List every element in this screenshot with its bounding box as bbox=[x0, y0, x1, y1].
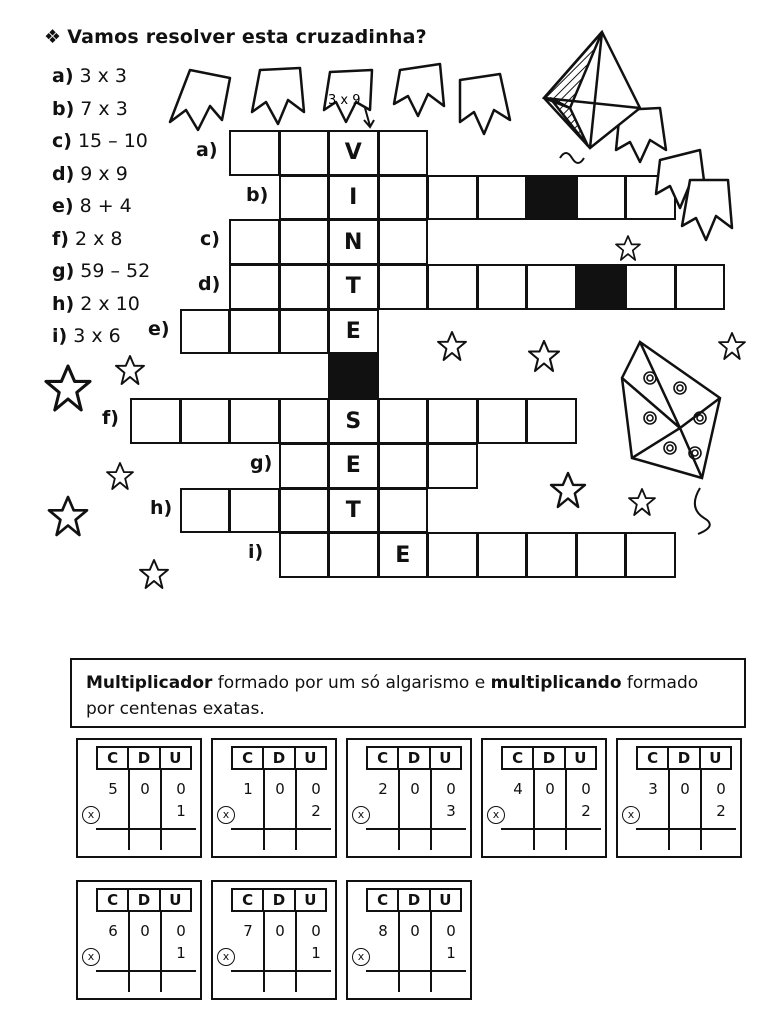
place-value-label: U bbox=[439, 749, 452, 767]
column-divider bbox=[160, 770, 162, 850]
crossword-row-label: f) bbox=[102, 407, 119, 430]
crossword-cell[interactable]: S bbox=[328, 398, 379, 444]
place-value-label: C bbox=[233, 890, 264, 910]
clue-item bbox=[52, 93, 150, 126]
flag-label: 3 x 9 bbox=[328, 93, 361, 108]
multiplicand-digit: 1 bbox=[243, 780, 253, 798]
place-value-label: C bbox=[368, 890, 399, 910]
star-icon bbox=[140, 560, 168, 588]
multiplication-box bbox=[76, 738, 202, 858]
instruction-text-1: formado por um só algarismo e bbox=[212, 673, 491, 693]
multiplicand-digit: 0 bbox=[545, 780, 555, 798]
column-divider bbox=[128, 770, 130, 850]
column-divider bbox=[398, 912, 400, 992]
times-circle-icon: x bbox=[622, 806, 640, 824]
crossword-cell[interactable] bbox=[378, 398, 429, 444]
clue-letter: e) bbox=[52, 195, 74, 217]
result-line bbox=[366, 828, 466, 830]
crossword-cell[interactable] bbox=[477, 532, 528, 578]
place-value-label: U bbox=[574, 749, 587, 767]
crossword-cell[interactable]: T bbox=[328, 488, 379, 534]
multiplicand-digit: 0 bbox=[446, 922, 456, 940]
column-divider bbox=[263, 912, 265, 992]
multiplicand-digit: 6 bbox=[108, 922, 118, 940]
diamond-bullet-icon: ❖ bbox=[44, 26, 62, 48]
crossword-cell[interactable] bbox=[427, 398, 478, 444]
multiplier-digit: 1 bbox=[446, 944, 456, 962]
crossword-row-label: b) bbox=[246, 183, 269, 206]
place-value-label: U bbox=[709, 749, 722, 767]
column-divider bbox=[533, 770, 535, 850]
result-line bbox=[231, 970, 331, 972]
bunting-flags-icon bbox=[160, 50, 760, 250]
multiplication-box bbox=[211, 738, 337, 858]
crossword-row-label: c) bbox=[200, 228, 220, 251]
crossword-cell[interactable] bbox=[279, 443, 330, 489]
multiplicand-digit: 3 bbox=[648, 780, 658, 798]
multiplier-digit: 1 bbox=[311, 944, 321, 962]
place-value-label: U bbox=[169, 891, 182, 909]
multiplicand-digit: 0 bbox=[410, 780, 420, 798]
crossword-cell[interactable]: E bbox=[378, 532, 429, 578]
place-value-header bbox=[96, 746, 192, 770]
crossword-cell[interactable] bbox=[328, 532, 379, 578]
star-icon bbox=[551, 473, 585, 507]
crossword-cell[interactable] bbox=[526, 264, 577, 310]
multiplicand-digit: 5 bbox=[108, 780, 118, 798]
place-value-label: D bbox=[399, 890, 430, 910]
crossword-cell[interactable] bbox=[526, 532, 577, 578]
place-value-header bbox=[96, 888, 192, 912]
column-divider bbox=[128, 912, 130, 992]
crossword-cell[interactable] bbox=[378, 264, 429, 310]
multiplicand-digit: 8 bbox=[378, 922, 388, 940]
times-circle-icon: x bbox=[82, 948, 100, 966]
crossword-cell[interactable] bbox=[180, 398, 231, 444]
crossword-cell[interactable] bbox=[130, 398, 181, 444]
clue-letter: a) bbox=[52, 65, 74, 87]
multiplier-digit: 3 bbox=[446, 802, 456, 820]
star-icon bbox=[107, 463, 133, 489]
place-value-label: D bbox=[534, 748, 565, 768]
clue-expression: 15 – 10 bbox=[77, 130, 148, 152]
times-circle-icon: x bbox=[82, 806, 100, 824]
star-icon bbox=[438, 332, 466, 360]
crossword-cell[interactable] bbox=[477, 264, 528, 310]
place-value-label: C bbox=[98, 890, 129, 910]
clue-expression: 3 x 6 bbox=[73, 325, 121, 347]
crossword-cell[interactable] bbox=[180, 309, 231, 355]
clue-letter: f) bbox=[52, 227, 69, 250]
balloon-icon bbox=[530, 28, 650, 168]
place-value-label: C bbox=[368, 748, 399, 768]
multiplicand-digit: 0 bbox=[446, 780, 456, 798]
clue-item bbox=[52, 125, 150, 158]
crossword-cell[interactable]: T bbox=[328, 264, 379, 310]
place-value-label: D bbox=[129, 890, 160, 910]
column-divider bbox=[700, 770, 702, 850]
crossword-cell[interactable] bbox=[229, 488, 280, 534]
clue-letter: d) bbox=[52, 162, 75, 185]
crossword-cell[interactable] bbox=[675, 264, 726, 310]
crossword-cell[interactable]: E bbox=[328, 309, 379, 355]
crossword-cell[interactable] bbox=[279, 309, 330, 355]
crossword-cell[interactable] bbox=[229, 398, 280, 444]
crossword-row-label: i) bbox=[248, 541, 264, 564]
crossword-cell[interactable] bbox=[378, 488, 429, 534]
multiplier-digit: 2 bbox=[581, 802, 591, 820]
times-circle-icon: x bbox=[352, 806, 370, 824]
instruction-box bbox=[70, 658, 746, 728]
multiplicand-digit: 0 bbox=[716, 780, 726, 798]
multiplicand-digit: 0 bbox=[140, 922, 150, 940]
clue-letter: i) bbox=[52, 325, 68, 347]
swirl-balloon-icon bbox=[620, 338, 730, 538]
place-value-label: C bbox=[98, 748, 129, 768]
crossword-cell[interactable]: V bbox=[328, 130, 379, 176]
multiplication-box bbox=[616, 738, 742, 858]
clue-expression: 8 + 4 bbox=[79, 195, 132, 217]
place-value-label: U bbox=[439, 891, 452, 909]
crossword-cell[interactable]: I bbox=[328, 175, 379, 221]
clue-item bbox=[52, 288, 150, 321]
crossword-cell[interactable] bbox=[427, 264, 478, 310]
crossword-row-label: d) bbox=[198, 273, 221, 296]
crossword-cell[interactable]: E bbox=[328, 443, 379, 489]
crossword-cell[interactable] bbox=[279, 264, 330, 310]
place-value-label: C bbox=[503, 748, 534, 768]
multiplicand-digit: 2 bbox=[378, 780, 388, 798]
crossword-cell[interactable] bbox=[279, 488, 330, 534]
column-divider bbox=[565, 770, 567, 850]
result-line bbox=[636, 828, 736, 830]
column-divider bbox=[295, 770, 297, 850]
clue-letter: c) bbox=[52, 130, 72, 152]
place-value-header bbox=[231, 888, 327, 912]
place-value-header bbox=[366, 746, 462, 770]
result-line bbox=[96, 970, 196, 972]
instruction-bold-1: Multiplicador bbox=[86, 673, 213, 693]
column-divider bbox=[668, 770, 670, 850]
clue-item bbox=[52, 320, 150, 353]
place-value-label: D bbox=[669, 748, 700, 768]
result-line bbox=[501, 828, 601, 830]
crossword-cell[interactable] bbox=[279, 532, 330, 578]
crossword-cell[interactable] bbox=[625, 532, 676, 578]
crossword-cell[interactable] bbox=[427, 532, 478, 578]
multiplicand-digit: 0 bbox=[311, 780, 321, 798]
multiplication-box bbox=[76, 880, 202, 1000]
multiplicand-digit: 0 bbox=[275, 780, 285, 798]
crossword-cell[interactable] bbox=[526, 398, 577, 444]
worksheet-title bbox=[44, 26, 427, 48]
place-value-label: D bbox=[264, 748, 295, 768]
multiplier-digit: 1 bbox=[176, 944, 186, 962]
title-text: Vamos resolver esta cruzadinha? bbox=[67, 26, 427, 48]
place-value-label: C bbox=[638, 748, 669, 768]
crossword-cell[interactable] bbox=[180, 488, 231, 534]
multiplicand-digit: 0 bbox=[275, 922, 285, 940]
multiplicand-digit: 0 bbox=[176, 922, 186, 940]
multiplier-digit: 2 bbox=[311, 802, 321, 820]
multiplication-box bbox=[346, 738, 472, 858]
clue-letter: g) bbox=[52, 260, 75, 282]
place-value-label: C bbox=[233, 748, 264, 768]
column-divider bbox=[263, 770, 265, 850]
clue-expression: 59 – 52 bbox=[80, 260, 151, 282]
crossword-cell[interactable] bbox=[427, 443, 478, 489]
place-value-header bbox=[231, 746, 327, 770]
clue-item bbox=[52, 255, 150, 288]
multiplier-digit: 2 bbox=[716, 802, 726, 820]
crossword-row-label: e) bbox=[148, 317, 170, 340]
multiplicand-digit: 0 bbox=[410, 922, 420, 940]
multiplication-box bbox=[346, 880, 472, 1000]
clue-item bbox=[52, 190, 150, 223]
column-divider bbox=[398, 770, 400, 850]
times-circle-icon: x bbox=[352, 948, 370, 966]
times-circle-icon: x bbox=[217, 806, 235, 824]
crossword-row-label: a) bbox=[196, 139, 218, 161]
place-value-label: D bbox=[129, 748, 160, 768]
multiplicand-digit: 0 bbox=[140, 780, 150, 798]
clue-expression: 2 x 8 bbox=[74, 227, 123, 250]
crossword-row-label: g) bbox=[250, 451, 273, 474]
crossword-cell[interactable] bbox=[229, 264, 280, 310]
multiplier-digit: 1 bbox=[176, 802, 186, 820]
place-value-label: U bbox=[304, 749, 317, 767]
multiplication-box bbox=[481, 738, 607, 858]
crossword-cell[interactable] bbox=[576, 532, 627, 578]
place-value-label: D bbox=[399, 748, 430, 768]
multiplication-box bbox=[211, 880, 337, 1000]
crossword-cell[interactable]: N bbox=[328, 219, 379, 265]
result-line bbox=[366, 970, 466, 972]
crossword-black-cell bbox=[576, 264, 627, 310]
multiplicand-digit: 4 bbox=[513, 780, 523, 798]
clue-letter: h) bbox=[52, 292, 75, 315]
place-value-label: U bbox=[304, 891, 317, 909]
clue-item bbox=[52, 223, 150, 256]
multiplicand-digit: 7 bbox=[243, 922, 253, 940]
star-icon bbox=[529, 341, 559, 371]
star-icon bbox=[49, 497, 87, 535]
clue-expression: 7 x 3 bbox=[80, 97, 128, 120]
clue-letter: b) bbox=[52, 97, 75, 120]
times-circle-icon: x bbox=[487, 806, 505, 824]
multiplicand-digit: 0 bbox=[581, 780, 591, 798]
multiplicand-digit: 0 bbox=[311, 922, 321, 940]
crossword-cell[interactable] bbox=[378, 443, 429, 489]
crossword-cell[interactable] bbox=[279, 398, 330, 444]
column-divider bbox=[430, 770, 432, 850]
clue-item bbox=[52, 158, 150, 191]
crossword-cell[interactable] bbox=[477, 398, 528, 444]
clue-expression: 3 x 3 bbox=[79, 65, 128, 87]
place-value-header bbox=[501, 746, 597, 770]
column-divider bbox=[295, 912, 297, 992]
instruction-text-2: formado por centenas exatas. bbox=[86, 673, 699, 719]
column-divider bbox=[160, 912, 162, 992]
clue-item bbox=[52, 60, 150, 93]
place-value-header bbox=[636, 746, 732, 770]
instruction-bold-2: multiplicando bbox=[490, 673, 622, 693]
crossword-row-label: h) bbox=[150, 496, 173, 519]
place-value-label: U bbox=[169, 749, 182, 767]
multiplicand-digit: 0 bbox=[176, 780, 186, 798]
star-icon bbox=[46, 366, 90, 410]
place-value-header bbox=[366, 888, 462, 912]
star-icon bbox=[116, 356, 144, 384]
place-value-label: D bbox=[264, 890, 295, 910]
clue-expression: 2 x 10 bbox=[80, 292, 140, 315]
result-line bbox=[96, 828, 196, 830]
crossword-black-cell bbox=[328, 354, 379, 400]
times-circle-icon: x bbox=[217, 948, 235, 966]
result-line bbox=[231, 828, 331, 830]
crossword-cell[interactable] bbox=[229, 309, 280, 355]
column-divider bbox=[430, 912, 432, 992]
multiplicand-digit: 0 bbox=[680, 780, 690, 798]
clue-list bbox=[52, 60, 150, 353]
clue-expression: 9 x 9 bbox=[80, 162, 128, 185]
crossword-cell[interactable] bbox=[625, 264, 676, 310]
